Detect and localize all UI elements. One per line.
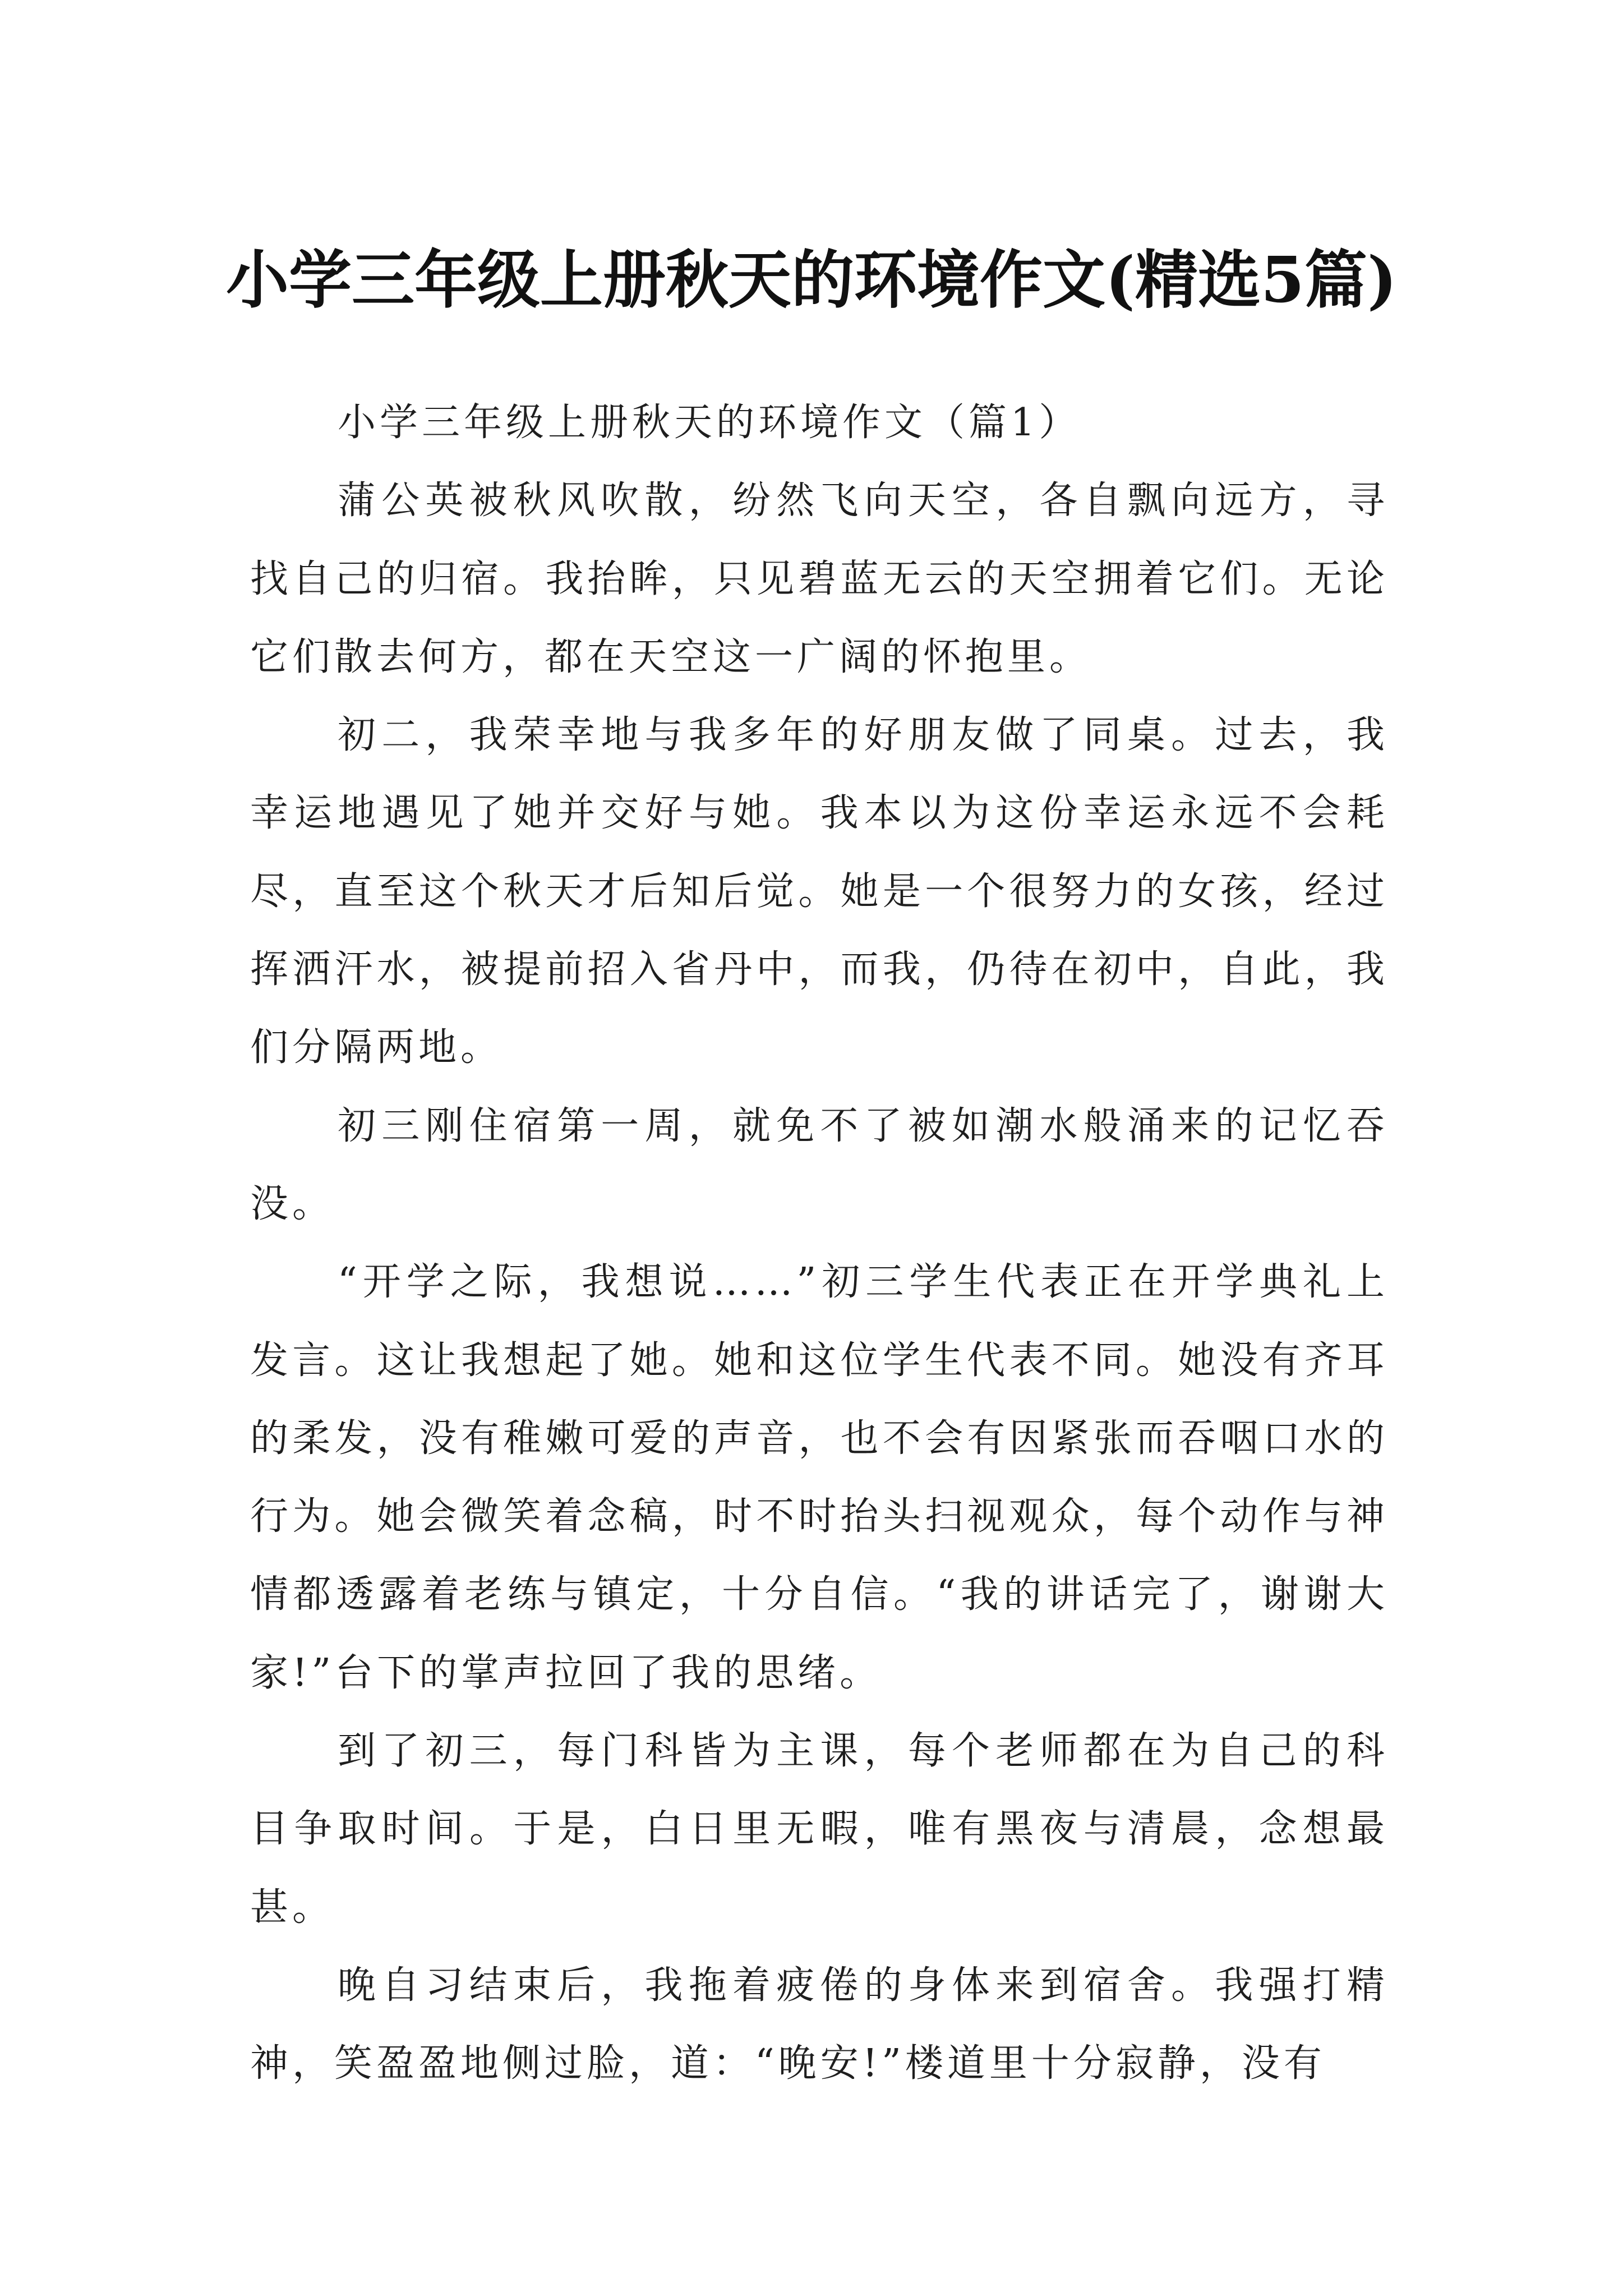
paragraph: “开学之际，我想说……”初三学生代表正在开学典礼上发言。这让我想起了她。她和这位学生代表不同。她没有齐耳的柔发，没有稚嫩可爱的声音，也不会有因紧张而吞咽口水的行为。她会微笑着念稿，时不时抬头扫视观众，每个动作与神情都透露着老练与镇定，十分自信。“我的讲话完了，谢谢大家!”台下的掌声拉回了我的思绪。 [250, 1260, 1389, 1695]
paragraph: 晚自习结束后，我拖着疲倦的身体来到宿舍。我强打精神，笑盈盈地侧过脸，道：“晚安!”楼道里十分寂静，没有 [250, 1963, 1389, 2086]
paragraph: 初二，我荣幸地与我多年的好朋友做了同桌。过去，我幸运地遇见了她并交好与她。我本以为这份幸运永远不会耗尽，直至这个秋天才后知后觉。她是一个很努力的女孩，经过挥洒汗水，被提前招入省丹中，而我，仍待在初中，自此，我们分隔两地。 [250, 713, 1389, 1070]
paragraph: 初三刚住宿第一周，就免不了被如潮水般涌来的记忆吞没。 [250, 1103, 1389, 1226]
document-title: 小学三年级上册秋天的环境作文(精选5篇) [226, 243, 1397, 318]
document-body [250, 384, 1389, 2103]
paragraph: 蒲公英被秋风吹散，纷然飞向天空，各自飘向远方，寻找自己的归宿。我抬眸，只见碧蓝无云的天空拥着它们。无论它们散去何方，都在天空这一广阔的怀抱里。 [250, 478, 1389, 679]
paragraph: 到了初三，每门科皆为主课，每个老师都在为自己的科目争取时间。于是，白日里无暇，唯有黑夜与清晨，念想最甚。 [250, 1729, 1389, 1930]
section-heading: 小学三年级上册秋天的环境作文（篇1） [338, 401, 1081, 445]
